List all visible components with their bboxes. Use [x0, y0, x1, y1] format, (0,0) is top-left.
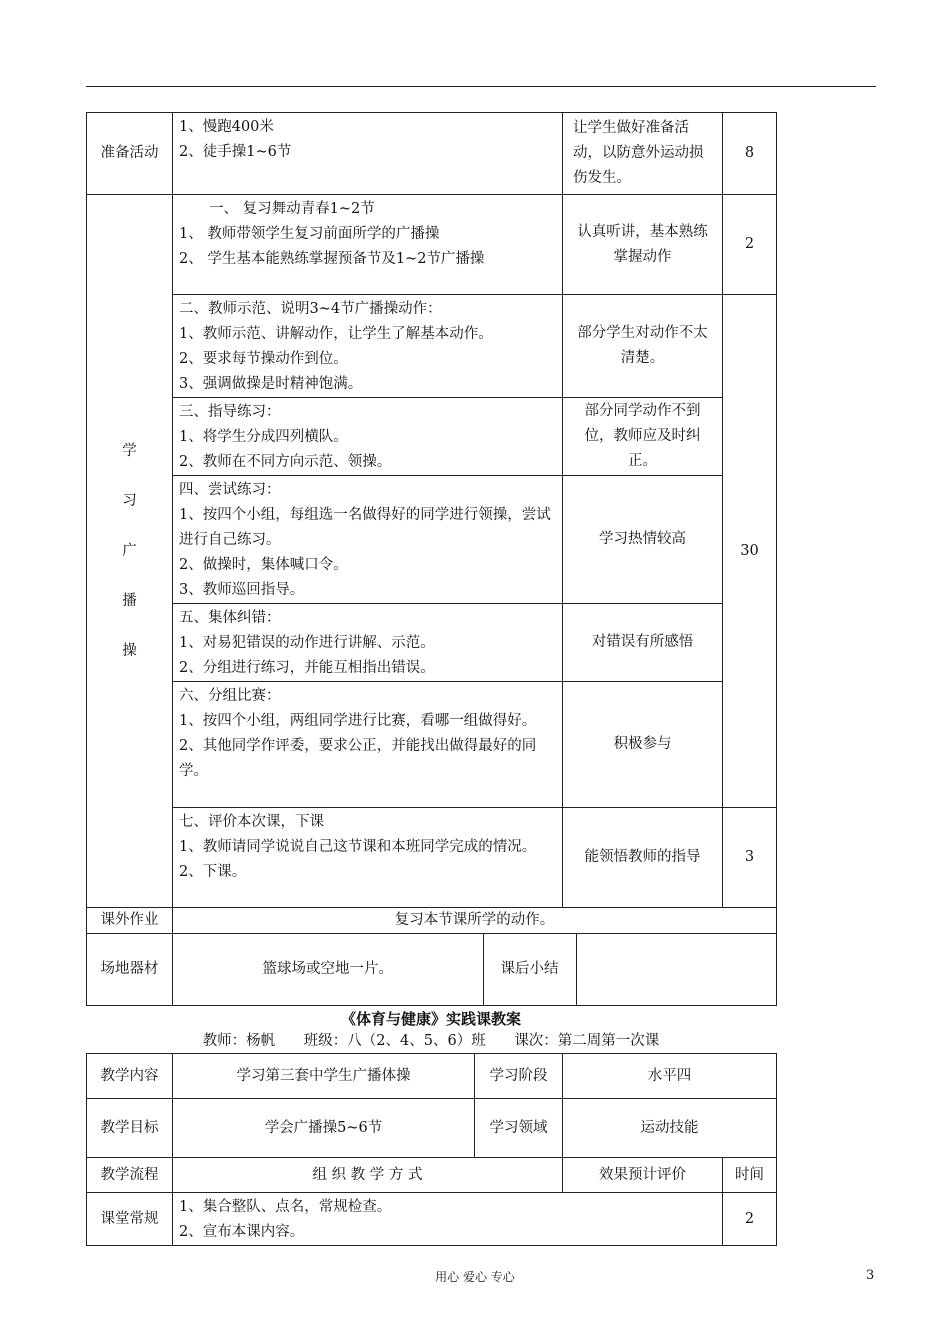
routine-line: 1、集合整队、点名，常规检查。	[179, 1199, 392, 1215]
prep-row	[87, 113, 777, 195]
summary-label: 课后小结	[483, 934, 576, 1005]
content-value: 学习第三套中学生广播体操	[173, 1054, 475, 1099]
section-row	[87, 195, 777, 295]
lesson-plan-table	[86, 1053, 777, 1246]
section-row	[87, 476, 777, 604]
class-info: 班级：八（2、4、5、6）班	[303, 1033, 486, 1049]
header-rule	[86, 86, 876, 87]
goal-label: 教学目标	[87, 1099, 173, 1158]
prep-label: 准备活动	[87, 113, 173, 195]
section-content	[173, 808, 563, 908]
learn-label-char: 学	[122, 443, 137, 459]
section-line: 二、教师示范、说明3~4节广播操动作：	[179, 301, 442, 317]
section-content	[173, 604, 563, 682]
routine-label: 课堂常规	[87, 1193, 173, 1246]
section-line: 1、对易犯错误的动作进行讲解、示范。	[179, 635, 435, 651]
venue-label: 场地器材	[87, 934, 173, 1006]
page-number: 3	[866, 1268, 875, 1283]
section-line: 1、将学生分成四列横队。	[179, 429, 348, 445]
goal-value: 学会广播操5~6节	[173, 1099, 475, 1158]
section-evaluation: 认真听讲，基本熟练掌握动作	[563, 195, 723, 295]
section-line: 五、集体纠错：	[179, 610, 281, 626]
section-line: 2、要求每节操动作到位。	[179, 351, 348, 367]
method-label: 组 织 教 学 方 式	[173, 1158, 563, 1193]
domain-label: 学习领域	[475, 1099, 563, 1158]
goal-row	[87, 1099, 777, 1158]
practice-time: 30	[723, 295, 777, 808]
section-evaluation: 学习热情较高	[563, 476, 723, 604]
section-line: 2、教师在不同方向示范、领操。	[179, 454, 392, 470]
section-line: 3、强调做操是时精神饱满。	[179, 376, 363, 392]
time-label: 时间	[723, 1158, 777, 1193]
section-line: 1、教师示范、讲解动作，让学生了解基本动作。	[179, 326, 493, 342]
flow-header-row	[87, 1158, 777, 1193]
section-row	[87, 604, 777, 682]
domain-value: 运动技能	[563, 1099, 777, 1158]
section-line: 1、教师请同学说说自己这节课和本班同学完成的情况。	[179, 839, 537, 855]
section-row	[87, 295, 777, 398]
routine-content	[173, 1193, 723, 1246]
learn-label-char: 播	[122, 593, 137, 609]
section-line: 三、指导练习：	[179, 404, 281, 420]
summary-value	[576, 934, 776, 1005]
stage-label: 学习阶段	[475, 1054, 563, 1099]
lesson-info-line	[86, 1029, 776, 1050]
session-info: 课次：第二周第一次课	[514, 1033, 660, 1049]
section-evaluation: 能领悟教师的指导	[563, 808, 723, 908]
section-time: 3	[723, 808, 777, 908]
prep-content	[173, 113, 563, 195]
learn-label-char: 操	[122, 643, 137, 659]
learn-label-char: 习	[122, 493, 137, 509]
lesson-plan-table-continued	[86, 112, 777, 1006]
section-row	[87, 398, 777, 476]
section-line: 2、做操时，集体喊口令。	[179, 557, 348, 573]
content-label: 教学内容	[87, 1054, 173, 1099]
prep-line: 1、慢跑400米	[179, 119, 274, 135]
section-evaluation: 对错误有所感悟	[563, 604, 723, 682]
routine-line: 2、宣布本课内容。	[179, 1224, 305, 1240]
prep-time: 8	[723, 113, 777, 195]
routine-time: 2	[723, 1193, 777, 1246]
section-content	[173, 682, 563, 808]
section-evaluation: 积极参与	[563, 682, 723, 808]
section-content	[173, 398, 563, 476]
section-line: 2、分组进行练习，并能互相指出错误。	[179, 660, 435, 676]
section-row	[87, 808, 777, 908]
section-line: 1、 教师带领学生复习前面所学的广播操	[179, 226, 440, 242]
content-row	[87, 1054, 777, 1099]
prep-evaluation: 让学生做好准备活动，以防意外运动损伤发生。	[563, 113, 723, 195]
footer-motto: 用心 爱心 专心	[435, 1270, 515, 1284]
homework-label: 课外作业	[87, 908, 173, 934]
venue-text: 篮球场或空地一片。	[173, 934, 483, 1005]
stage-value: 水平四	[563, 1054, 777, 1099]
section-time: 2	[723, 195, 777, 295]
routine-row	[87, 1193, 777, 1246]
venue-row	[87, 934, 777, 1006]
teacher-name: 教师：杨帆	[202, 1033, 276, 1049]
section-line: 一、 复习舞动青春1~2节	[209, 201, 375, 217]
section-content	[173, 476, 563, 604]
flow-label: 教学流程	[87, 1158, 173, 1193]
section-evaluation: 部分学生对动作不太清楚。	[563, 295, 723, 398]
learn-label-char: 广	[122, 543, 137, 559]
learn-label	[87, 195, 173, 908]
section-line: 七、评价本次课，下课	[179, 814, 324, 830]
homework-row	[87, 908, 777, 934]
section-line: 六、分组比赛：	[179, 688, 281, 704]
section-evaluation: 部分同学动作不到位，教师应及时纠正。	[563, 398, 723, 476]
section-content	[173, 195, 563, 295]
prep-line: 2、徒手操1~6节	[179, 144, 292, 160]
lesson-title: 《体育与健康》实践课教案	[340, 1010, 521, 1028]
section-line: 1、按四个小组，每组选一名做得好的同学进行领操，尝试进行自己练习。	[179, 507, 551, 548]
section-content	[173, 295, 563, 398]
section-line: 2、下课。	[179, 864, 247, 880]
section-line: 1、按四个小组，两组同学进行比赛，看哪一组做得好。	[179, 713, 537, 729]
section-line: 2、 学生基本能熟练掌握预备节及1~2节广播操	[179, 251, 485, 267]
section-line: 2、其他同学作评委，要求公正，并能找出做得最好的同学。	[179, 738, 537, 779]
section-line: 3、教师巡回指导。	[179, 582, 305, 598]
section-line: 四、尝试练习：	[179, 482, 281, 498]
homework-text: 复习本节课所学的动作。	[173, 908, 777, 934]
eval-label: 效果预计评价	[563, 1158, 723, 1193]
section-row	[87, 682, 777, 808]
